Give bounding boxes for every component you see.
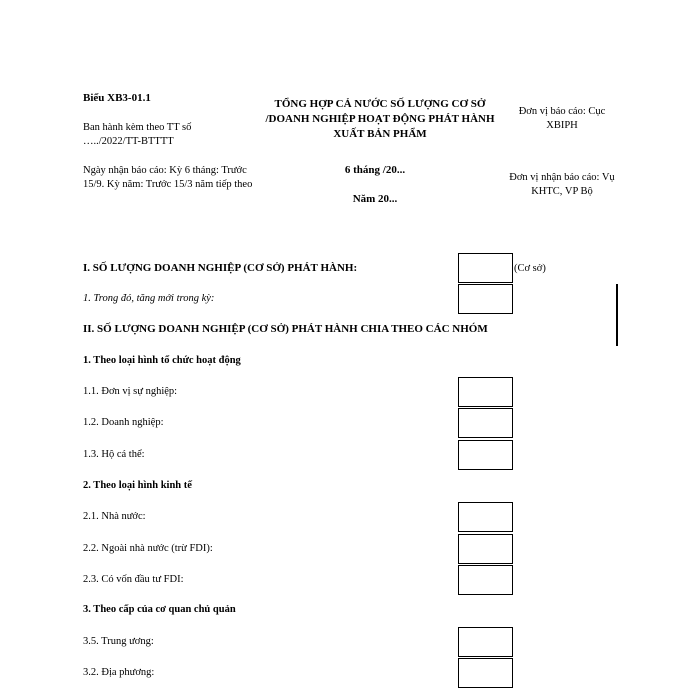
item-2-2-label: 2.2. Ngoài nhà nước (trừ FDI): <box>83 543 213 554</box>
input-box-1-3[interactable] <box>458 440 513 470</box>
input-box-new[interactable] <box>458 284 513 314</box>
item-1-1-label: 1.1. Đơn vị sự nghiệp: <box>83 386 178 397</box>
unit-label: (Cơ sở) <box>514 263 546 274</box>
input-box-1-2[interactable] <box>458 408 513 438</box>
input-box-3-1[interactable] <box>458 627 513 657</box>
period-year: Năm 20... <box>352 193 398 205</box>
item-2-3-label: 2.3. Có vốn đầu tư FDI: <box>83 574 184 585</box>
input-box-3-2[interactable] <box>458 658 513 688</box>
page-title: TỔNG HỢP CẢ NƯỚC SỐ LƯỢNG CƠ SỞ /DOANH NGHIỆP HOẠT ĐỘNG PHÁT HÀNH XUẤT BẢN PHẨM <box>265 98 495 140</box>
period-6-months: 6 tháng /20... <box>344 164 406 176</box>
item-1-2-label: 1.2. Doanh nghiệp: <box>83 417 164 428</box>
input-box-total[interactable] <box>458 253 513 283</box>
item-3-2-label: 3.2. Địa phương: <box>83 667 155 678</box>
section-1-heading: I. SỐ LƯỢNG DOANH NGHIỆP (CƠ SỞ) PHÁT HÀNH: <box>83 262 358 274</box>
scroll-indicator <box>616 284 618 346</box>
item-1-3-label: 1.3. Hộ cá thể: <box>83 449 145 460</box>
group-2-title: 2. Theo loại hình kinh tế <box>83 480 192 491</box>
receive-date-note: Ngày nhận báo cáo: Kỳ 6 tháng: Trước 15/9. Kỳ năm: Trước 15/3 năm tiếp theo <box>83 165 253 190</box>
input-box-2-1[interactable] <box>458 502 513 532</box>
input-box-1-1[interactable] <box>458 377 513 407</box>
input-box-2-3[interactable] <box>458 565 513 595</box>
item-2-1-label: 2.1. Nhà nước: <box>83 511 146 522</box>
issued-with-note: Ban hành kèm theo TT số …../2022/TT-BTTTT <box>83 122 192 147</box>
group-1-title: 1. Theo loại hình tổ chức hoạt động <box>83 355 241 366</box>
form-code: Biểu XB3-01.1 <box>83 92 151 104</box>
receiving-unit: Đơn vị nhận báo cáo: Vụ KHTC, VP Bộ <box>509 172 615 197</box>
group-3-title: 3. Theo cấp của cơ quan chủ quản <box>83 604 236 615</box>
reporting-unit: Đơn vị báo cáo: Cục XBIPH <box>518 106 606 131</box>
new-in-period-label: 1. Trong đó, tăng mới trong kỳ: <box>83 293 215 304</box>
section-2-heading: II. SỐ LƯỢNG DOANH NGHIỆP (CƠ SỞ) PHÁT HÀNH CHIA THEO CÁC NHÓM <box>83 323 488 335</box>
input-box-2-2[interactable] <box>458 534 513 564</box>
item-3-1-label: 3.5. Trung ương: <box>83 636 154 647</box>
